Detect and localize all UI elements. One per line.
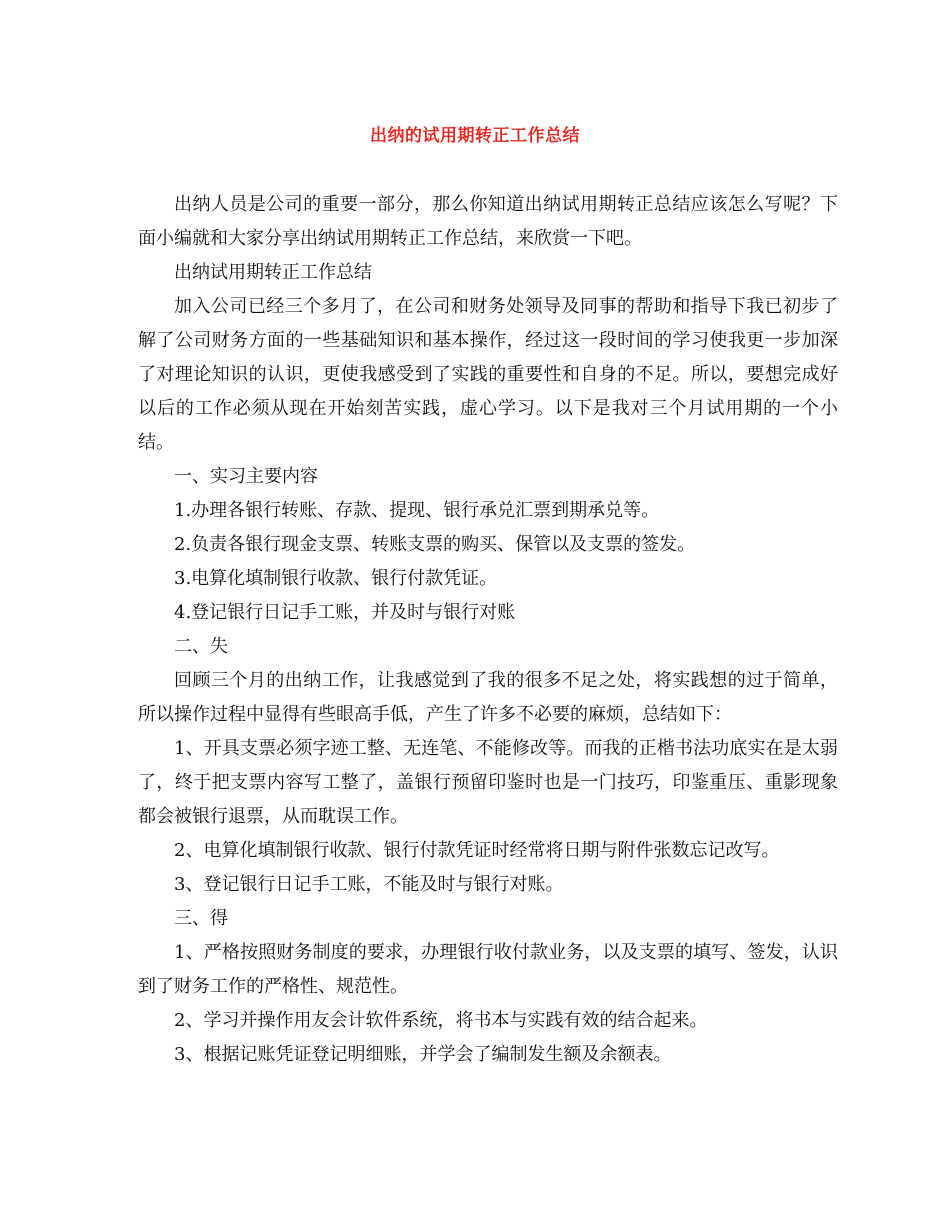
section-heading-gains: 三、得 <box>174 908 228 929</box>
list-item: 2、学习并操作用友会计软件系统，将书本与实践有效的结合起来。 <box>174 1010 708 1031</box>
paragraph-opening: 加入公司已经三个多月了，在公司和财务处领导及同事的帮助和指导下我已初步了解了公司财务方面的一些基础知识和基本操作，经过这一段时间的学习使我更一步加深了对理论知识的认识，更使我感受到了实践的重要性和自身的不足。所以，要想完成好以后的工作必须从现在开始刻苦实践，虚心学习。以下是我对三个月试用期的一个小结。 <box>138 296 838 453</box>
list-item: 3、根据记账凭证登记明细账，并学会了编制发生额及余额表。 <box>174 1044 672 1065</box>
section-heading-main-content: 一、实习主要内容 <box>174 466 318 487</box>
list-item: 1、严格按照财务制度的要求，办理银行收付款业务，以及支票的填写、签发，认识到了财务工作的严格性、规范性。 <box>138 942 838 997</box>
paragraph-intro: 出纳人员是公司的重要一部分，那么你知道出纳试用期转正总结应该怎么写呢？下面小编就和大家分享出纳试用期转正工作总结，来欣赏一下吧。 <box>138 194 838 249</box>
document-title: 出纳的试用期转正工作总结 <box>370 126 580 146</box>
list-item: 1、开具支票必须字迹工整、无连笔、不能修改等。而我的正楷书法功底实在是太弱了，终于把支票内容写工整了，盖银行预留印鉴时也是一门技巧，印鉴重压、重影现象都会被银行退票，从而耽误工作。 <box>138 738 838 827</box>
list-item: 4.登记银行日记手工账，并及时与银行对账 <box>174 602 516 623</box>
paragraph-review: 回顾三个月的出纳工作，让我感觉到了我的很多不足之处，将实践想的过于简单，所以操作过程中显得有些眼高手低，产生了许多不必要的麻烦，总结如下： <box>138 670 838 725</box>
list-item: 2、电算化填制银行收款、银行付款凭证时经常将日期与附件张数忘记改写。 <box>174 840 780 861</box>
section-heading-shortcomings: 二、失 <box>174 636 228 657</box>
list-item: 1.办理各银行转账、存款、提现、银行承兑汇票到期承兑等。 <box>174 500 660 521</box>
list-item: 2.负责各银行现金支票、转账支票的购买、保管以及支票的签发。 <box>174 534 696 555</box>
list-item: 3.电算化填制银行收款、银行付款凭证。 <box>174 568 498 589</box>
list-item: 3、登记银行日记手工账，不能及时与银行对账。 <box>174 874 564 895</box>
document-body <box>138 188 838 1072</box>
paragraph-subtitle: 出纳试用期转正工作总结 <box>174 262 372 283</box>
